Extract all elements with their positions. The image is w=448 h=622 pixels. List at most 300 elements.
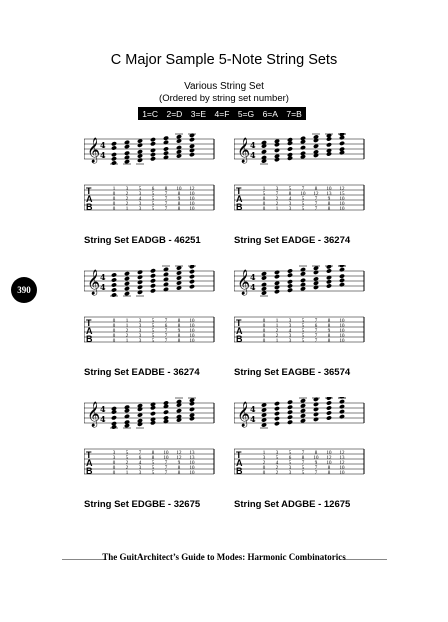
legend-item: 5=G: [237, 108, 255, 119]
chord-notehead: [274, 274, 280, 279]
tab-number: 10: [176, 187, 182, 192]
chord-notehead: [111, 415, 117, 420]
tab-number: 13: [339, 456, 345, 461]
chord-notehead: [150, 148, 156, 153]
tab-number: 4: [275, 461, 279, 466]
chord-notehead: [111, 406, 117, 411]
chord-notehead: [326, 265, 332, 269]
chord-notehead: [339, 278, 345, 283]
chord-notehead: [137, 158, 143, 163]
tab-number: 0: [112, 334, 116, 339]
chord-notehead: [339, 274, 345, 279]
chord-notehead: [124, 286, 130, 291]
exercise-caption: String Set ADGBE - 12675: [234, 499, 351, 510]
tab-number: 15: [339, 192, 345, 197]
tab-number: 0: [112, 466, 116, 471]
chord-notehead: [274, 270, 280, 275]
chord-notehead: [261, 286, 267, 291]
chord-notehead: [339, 282, 345, 287]
chord-notehead: [150, 141, 156, 146]
tab-number: 3: [288, 207, 292, 212]
time-signature: 4: [250, 414, 256, 424]
time-signature: 4: [100, 282, 106, 292]
tab-number: 0: [112, 207, 116, 212]
notation-svg: [84, 265, 224, 365]
tab-number: 3: [138, 466, 142, 471]
tab-number: 7: [164, 319, 168, 324]
tab-number: 0: [112, 319, 116, 324]
tab-number: 7: [314, 202, 318, 207]
tab-number: 8: [177, 334, 181, 339]
chord-notehead: [274, 285, 280, 290]
tab-number: 7: [314, 197, 318, 202]
chord-notehead: [137, 149, 143, 154]
chord-notehead: [287, 415, 293, 420]
tab-number: 8: [327, 207, 331, 212]
tab-number: 7: [164, 202, 168, 207]
tab-number: 2: [125, 197, 129, 202]
tab-number: 3: [138, 471, 142, 476]
tab-number: 0: [262, 324, 266, 329]
notation-svg: [234, 265, 374, 365]
chord-notehead: [339, 404, 345, 409]
tab-number: 5: [138, 187, 142, 192]
tab-number: 1: [275, 324, 279, 329]
tab-number: 1: [262, 187, 266, 192]
chord-notehead: [339, 147, 345, 152]
chord-notehead: [287, 279, 293, 284]
tab-number: 1: [275, 319, 279, 324]
chord-notehead: [274, 411, 280, 416]
chord-notehead: [137, 270, 143, 275]
tab-number: 7: [164, 197, 168, 202]
chord-notehead: [163, 415, 169, 420]
tab-number: 10: [189, 207, 195, 212]
tab-number: 2: [125, 461, 129, 466]
chord-notehead: [176, 149, 182, 154]
chord-notehead: [339, 409, 345, 414]
chord-notehead: [300, 413, 306, 418]
tab-number: 7: [314, 471, 318, 476]
tab-number: 8: [177, 324, 181, 329]
tab-number: 12: [189, 187, 195, 192]
chord-notehead: [137, 290, 143, 295]
tab-number: 10: [339, 466, 345, 471]
chord-notehead: [326, 397, 332, 401]
tab-number: 8: [151, 451, 155, 456]
tab-number: 2: [275, 334, 279, 339]
tab-number: 5: [288, 187, 292, 192]
tab-number: 4: [288, 197, 292, 202]
chord-notehead: [124, 420, 130, 425]
chord-notehead: [150, 283, 156, 288]
tab-number: 10: [189, 461, 195, 466]
tab-number: 2: [125, 192, 129, 197]
tab-number: 7: [314, 207, 318, 212]
tab-number: 5: [151, 192, 155, 197]
chord-notehead: [326, 400, 332, 405]
tab-number: 5: [151, 334, 155, 339]
chord-notehead: [150, 411, 156, 416]
tab-number: 10: [339, 202, 345, 207]
chord-notehead: [189, 407, 195, 412]
tab-number: 6: [288, 456, 292, 461]
chord-notehead: [189, 137, 195, 142]
chord-notehead: [137, 403, 143, 408]
tab-number: 10: [163, 456, 169, 461]
tab-number: 7: [164, 192, 168, 197]
tab-number: 3: [288, 319, 292, 324]
page-title: C Major Sample 5-Note String Sets: [110, 52, 338, 68]
chord-notehead: [313, 266, 319, 271]
tab-number: 7: [164, 461, 168, 466]
tab-clef-letter: T: [86, 450, 92, 460]
tab-number: 0: [262, 471, 266, 476]
tab-number: 6: [164, 324, 168, 329]
chord-notehead: [339, 414, 345, 419]
tab-number: 5: [301, 319, 305, 324]
chord-notehead: [313, 270, 319, 275]
tab-number: 9: [177, 461, 181, 466]
chord-notehead: [111, 292, 117, 297]
tab-number: 7: [314, 319, 318, 324]
tab-number: 10: [339, 339, 345, 344]
tab-number: 1: [125, 339, 129, 344]
tab-clef-letter: A: [86, 326, 93, 336]
tab-number: 5: [301, 466, 305, 471]
time-signature: 4: [100, 150, 106, 160]
chord-notehead: [111, 145, 117, 150]
tab-number: 0: [262, 319, 266, 324]
chord-notehead: [339, 265, 345, 268]
tab-number: 5: [301, 471, 305, 476]
tab-number: 6: [138, 456, 142, 461]
page-note: (Ordered by string set number): [159, 93, 289, 104]
chord-notehead: [124, 291, 130, 296]
chord-notehead: [111, 421, 117, 426]
tab-number: 8: [327, 466, 331, 471]
chord-notehead: [300, 282, 306, 287]
chord-notehead: [150, 402, 156, 407]
time-signature: 4: [250, 404, 256, 414]
tab-number: 12: [176, 456, 182, 461]
tab-number: 10: [189, 192, 195, 197]
chord-notehead: [300, 398, 306, 403]
tab-number: 9: [177, 197, 181, 202]
tab-clef-letter: B: [236, 334, 243, 344]
chord-notehead: [124, 276, 130, 281]
time-signature: 4: [100, 140, 106, 150]
chord-notehead: [287, 137, 293, 142]
tab-number: 13: [189, 456, 195, 461]
tab-number: 13: [189, 451, 195, 456]
treble-clef: 𝄞: [87, 270, 101, 295]
chord-notehead: [326, 415, 332, 420]
tab-number: 12: [339, 187, 345, 192]
time-signature: 4: [250, 282, 256, 292]
tab-number: 10: [326, 451, 332, 456]
tab-number: 2: [275, 466, 279, 471]
chord-notehead: [150, 268, 156, 273]
tab-number: 0: [262, 197, 266, 202]
tab-number: 3: [138, 329, 142, 334]
chord-notehead: [111, 152, 117, 157]
chord-notehead: [339, 267, 345, 272]
tab-number: 5: [151, 324, 155, 329]
chord-notehead: [274, 401, 280, 406]
tab-number: 5: [151, 197, 155, 202]
chord-notehead: [313, 144, 319, 149]
tab-number: 8: [301, 456, 305, 461]
chord-notehead: [300, 145, 306, 150]
chord-notehead: [287, 420, 293, 425]
chord-notehead: [287, 405, 293, 410]
notation-svg: [234, 133, 374, 233]
chord-notehead: [261, 140, 267, 145]
tab-number: 5: [301, 329, 305, 334]
tab-number: 7: [138, 451, 142, 456]
chord-notehead: [150, 417, 156, 422]
chord-notehead: [313, 417, 319, 422]
chord-notehead: [189, 265, 195, 269]
time-signature: 4: [250, 272, 256, 282]
tab-number: 9: [314, 461, 318, 466]
tab-number: 2: [125, 202, 129, 207]
chord-notehead: [287, 400, 293, 405]
tab-number: 3: [275, 187, 279, 192]
legend-item: 6=A: [262, 108, 278, 119]
tab-number: 10: [339, 324, 345, 329]
chord-notehead: [274, 281, 280, 286]
chord-notehead: [274, 406, 280, 411]
chord-notehead: [111, 156, 117, 161]
tab-number: 0: [112, 202, 116, 207]
tab-number: 3: [288, 334, 292, 339]
tab-number: 0: [112, 192, 116, 197]
tab-number: 2: [125, 329, 129, 334]
tab-number: 5: [151, 207, 155, 212]
chord-notehead: [189, 148, 195, 153]
tab-number: 10: [189, 197, 195, 202]
tab-number: 9: [327, 329, 331, 334]
tab-number: 0: [112, 471, 116, 476]
tab-clef-letter: T: [236, 186, 242, 196]
tab-number: 8: [164, 187, 168, 192]
tab-number: 5: [125, 456, 129, 461]
tab-number: 8: [177, 466, 181, 471]
chord-notehead: [300, 278, 306, 283]
tab-number: 8: [327, 334, 331, 339]
treble-clef: 𝄞: [237, 270, 251, 295]
tab-number: 0: [262, 334, 266, 339]
exercise-6: [234, 397, 374, 622]
tab-number: 7: [164, 207, 168, 212]
tab-clef-letter: B: [236, 466, 243, 476]
chord-notehead: [124, 281, 130, 286]
tab-number: 1: [275, 207, 279, 212]
chord-notehead: [300, 408, 306, 413]
tab-number: 3: [138, 334, 142, 339]
tab-number: 10: [339, 207, 345, 212]
tab-number: 3: [288, 466, 292, 471]
chord-notehead: [137, 285, 143, 290]
tab-number: 7: [314, 466, 318, 471]
tab-number: 6: [151, 187, 155, 192]
chord-notehead: [189, 279, 195, 284]
tab-clef-letter: T: [86, 318, 92, 328]
tab-number: 7: [301, 187, 305, 192]
chord-notehead: [339, 141, 345, 146]
tab-number: 3: [138, 207, 142, 212]
chord-notehead: [189, 398, 195, 403]
chord-notehead: [261, 149, 267, 154]
tab-number: 0: [262, 207, 266, 212]
tab-number: 8: [327, 319, 331, 324]
chord-notehead: [124, 271, 130, 276]
tab-number: 8: [327, 324, 331, 329]
tab-number: 7: [275, 192, 279, 197]
chord-notehead: [124, 159, 130, 164]
tab-number: 7: [314, 339, 318, 344]
tab-number: 3: [138, 339, 142, 344]
chord-notehead: [313, 402, 319, 407]
tab-number: 7: [164, 334, 168, 339]
tab-number: 8: [327, 339, 331, 344]
legend-item: 7=B: [286, 108, 302, 119]
chord-notehead: [326, 268, 332, 273]
treble-clef: 𝄞: [237, 402, 251, 427]
time-signature: 4: [100, 414, 106, 424]
tab-number: 5: [288, 451, 292, 456]
tab-clef-letter: A: [86, 194, 93, 204]
tab-number: 5: [151, 202, 155, 207]
legend-item: 4=F: [214, 108, 230, 119]
exercise-caption: String Set EADGE - 36274: [234, 235, 351, 246]
tab-number: 8: [177, 471, 181, 476]
tab-clef-letter: B: [86, 334, 93, 344]
tab-number: 12: [339, 461, 345, 466]
time-signature: 4: [250, 150, 256, 160]
chord-notehead: [287, 273, 293, 278]
exercise-5: [84, 397, 224, 622]
chord-notehead: [274, 148, 280, 153]
tab-number: 5: [151, 329, 155, 334]
chord-notehead: [137, 143, 143, 148]
chord-notehead: [150, 273, 156, 278]
chord-notehead: [163, 146, 169, 151]
chord-notehead: [287, 146, 293, 151]
chord-notehead: [313, 281, 319, 286]
tab-number: 7: [301, 461, 305, 466]
tab-number: 5: [301, 334, 305, 339]
tab-clef-letter: A: [236, 326, 243, 336]
treble-clef: 𝄞: [87, 138, 101, 163]
chord-notehead: [300, 418, 306, 423]
tab-number: 10: [189, 319, 195, 324]
time-signature: 4: [100, 272, 106, 282]
tab-number: 5: [125, 451, 129, 456]
chord-notehead: [189, 152, 195, 157]
treble-clef: 𝄞: [87, 402, 101, 427]
tab-clef-letter: T: [236, 318, 242, 328]
tab-number: 1: [275, 339, 279, 344]
time-signature: 4: [100, 404, 106, 414]
page-footer: [0, 552, 448, 566]
tab-number: 10: [326, 187, 332, 192]
tab-number: 5: [301, 339, 305, 344]
chord-notehead: [326, 410, 332, 415]
tab-number: 0: [112, 329, 116, 334]
tab-number: 10: [339, 319, 345, 324]
chord-notehead: [313, 407, 319, 412]
tab-number: 2: [125, 334, 129, 339]
tab-number: 10: [339, 471, 345, 476]
tab-number: 2: [125, 466, 129, 471]
chord-notehead: [150, 152, 156, 157]
tab-clef-letter: A: [86, 458, 93, 468]
tab-clef-letter: T: [86, 186, 92, 196]
tab-number: 10: [300, 192, 306, 197]
notation-svg: [84, 397, 224, 497]
chord-notehead: [300, 403, 306, 408]
tab-number: 3: [288, 324, 292, 329]
notation-svg: [234, 397, 374, 497]
chord-notehead: [287, 283, 293, 288]
exercise-caption: String Set EADGB - 46251: [84, 235, 201, 246]
chord-notehead: [176, 414, 182, 419]
tab-number: 10: [189, 339, 195, 344]
tab-number: 1: [125, 207, 129, 212]
chord-notehead: [150, 137, 156, 142]
tab-number: 8: [177, 319, 181, 324]
tab-number: 13: [326, 192, 332, 197]
tab-number: 7: [164, 329, 168, 334]
tab-number: 1: [262, 451, 266, 456]
tab-number: 0: [262, 339, 266, 344]
tab-number: 0: [262, 466, 266, 471]
tab-number: 10: [189, 466, 195, 471]
chord-notehead: [326, 279, 332, 284]
tab-clef-letter: A: [236, 458, 243, 468]
tab-number: 12: [176, 451, 182, 456]
exercise-caption: String Set EADBE - 36274: [84, 367, 200, 378]
tab-number: 8: [177, 192, 181, 197]
chord-notehead: [274, 289, 280, 294]
tab-number: 8: [177, 202, 181, 207]
legend-item: 1=C: [142, 108, 159, 119]
page-number-badge: 390: [11, 277, 37, 303]
tab-number: 5: [151, 466, 155, 471]
chord-notehead: [287, 268, 293, 273]
chord-notehead: [163, 136, 169, 141]
tab-number: 3: [288, 471, 292, 476]
chord-notehead: [313, 412, 319, 417]
tab-number: 8: [327, 471, 331, 476]
tab-number: 1: [125, 319, 129, 324]
tab-number: 5: [275, 456, 279, 461]
tab-number: 1: [125, 471, 129, 476]
chord-notehead: [326, 283, 332, 288]
chord-notehead: [300, 271, 306, 276]
tab-clef-letter: B: [86, 202, 93, 212]
tab-number: 0: [112, 339, 116, 344]
tab-number: 2: [275, 471, 279, 476]
chord-notehead: [287, 288, 293, 293]
tab-number: 7: [164, 471, 168, 476]
page-subtitle: Various String Set: [184, 81, 264, 92]
chord-notehead: [261, 155, 267, 160]
tab-clef-letter: B: [86, 466, 93, 476]
